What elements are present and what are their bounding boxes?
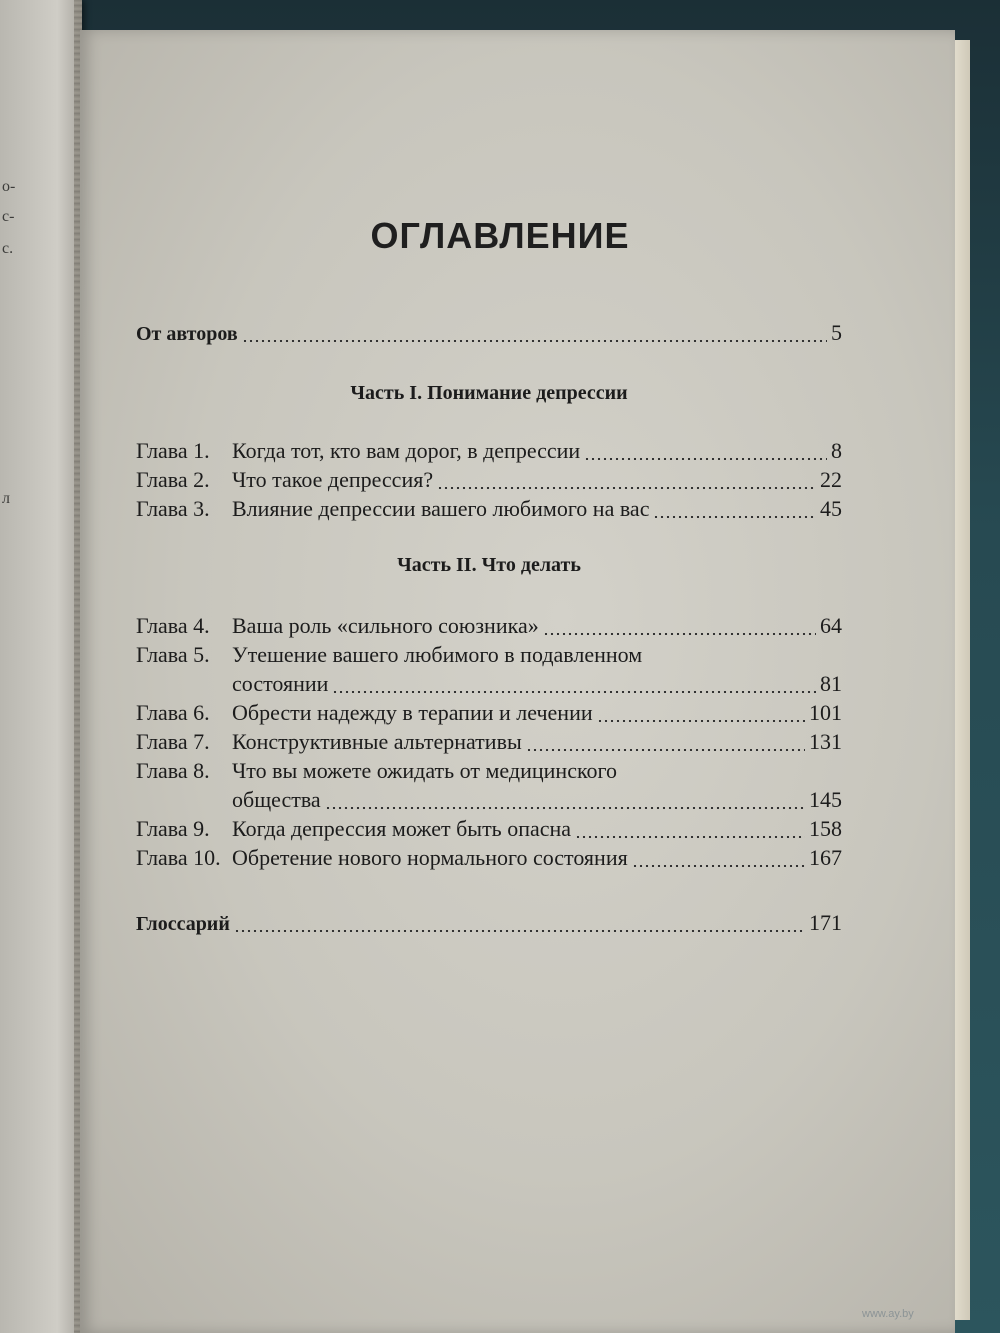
- toc-entry-chapter: [136, 816, 842, 844]
- dot-leader: [332, 691, 816, 693]
- chapter-title: Что вы можете ожидать от медицинского: [232, 758, 617, 783]
- chapter-number: Глава 10.: [136, 845, 221, 870]
- toc-entry-page: 171: [809, 910, 842, 935]
- chapter-number: Глава 4.: [136, 613, 210, 638]
- chapter-title: Влияние депрессии вашего любимого на вас: [232, 496, 650, 521]
- toc-entry-chapter-continued: [136, 787, 842, 815]
- chapter-number: Глава 3.: [136, 496, 210, 521]
- chapter-page: 167: [809, 845, 842, 870]
- chapter-page: 101: [809, 700, 842, 725]
- chapter-title: Ваша роль «сильного союзника»: [232, 613, 539, 638]
- chapter-number: Глава 6.: [136, 700, 210, 725]
- toc-entry-chapter: [136, 758, 842, 786]
- dot-leader: [632, 865, 805, 867]
- chapter-number: Глава 8.: [136, 758, 210, 783]
- chapter-title: Что такое депрессия?: [232, 467, 434, 492]
- dot-leader: [526, 749, 805, 751]
- dot-leader: [575, 836, 805, 838]
- page-title: ОГЛАВЛЕНИЕ: [370, 215, 630, 256]
- toc-entry-chapter: [136, 438, 842, 466]
- toc-entry-chapter: [136, 729, 842, 757]
- part-2-heading: Часть II. Что делать: [397, 554, 581, 576]
- chapter-title-continued: общества: [232, 787, 321, 812]
- chapter-page: 131: [809, 729, 842, 754]
- chapter-page: 8: [831, 438, 842, 463]
- chapter-title-continued: состоянии: [232, 671, 329, 696]
- chapter-page: 22: [820, 467, 842, 492]
- dot-leader: [325, 807, 805, 809]
- chapter-number: Глава 7.: [136, 729, 210, 754]
- part-1-heading: Часть I. Понимание депрессии: [350, 382, 628, 404]
- dot-leader: [234, 930, 805, 932]
- chapter-number: Глава 9.: [136, 816, 210, 841]
- toc-entry-label: От авторов: [136, 323, 238, 345]
- toc-entry-chapter: [136, 467, 842, 495]
- toc-entry-label: Глоссарий: [136, 913, 230, 935]
- dot-leader: [437, 487, 816, 489]
- dot-leader: [543, 633, 816, 635]
- dot-leader: [597, 720, 805, 722]
- toc-entry-chapter: [136, 700, 842, 728]
- dot-leader: [584, 458, 827, 460]
- chapter-title: Обрести надежду в терапии и лечении: [232, 700, 593, 725]
- chapter-page: 81: [820, 671, 842, 696]
- chapter-page: 45: [820, 496, 842, 521]
- toc-entry-chapter: [136, 642, 842, 670]
- toc-entry-page: 5: [831, 320, 842, 345]
- chapter-title: Когда депрессия может быть опасна: [232, 816, 572, 841]
- chapter-page: 145: [809, 787, 842, 812]
- chapter-page: 64: [820, 613, 842, 638]
- chapter-title: Утешение вашего любимого в подавленном: [232, 642, 643, 667]
- left-page-fragment: с.: [2, 240, 14, 257]
- dot-leader: [242, 340, 827, 342]
- toc-entry-front: [136, 320, 842, 348]
- left-page-fragment: с-: [2, 208, 15, 225]
- toc-entry-chapter: [136, 496, 842, 524]
- toc-entry-back: [136, 910, 842, 938]
- chapter-number: Глава 5.: [136, 642, 210, 667]
- chapter-title: Когда тот, кто вам дорог, в депрессии: [232, 438, 581, 463]
- dot-leader: [653, 516, 816, 518]
- watermark: www.ay.by: [862, 1308, 914, 1320]
- left-page-fragment: л: [2, 490, 10, 507]
- toc-entry-chapter: [136, 845, 842, 873]
- chapter-title: Конструктивные альтернативы: [232, 729, 522, 754]
- toc-entry-chapter: [136, 613, 842, 641]
- left-page: [0, 0, 82, 1333]
- chapter-page: 158: [809, 816, 842, 841]
- left-page-fragment: о-: [2, 178, 16, 195]
- toc-entry-chapter-continued: [136, 671, 842, 699]
- chapter-number: Глава 1.: [136, 438, 210, 463]
- chapter-number: Глава 2.: [136, 467, 210, 492]
- chapter-title: Обретение нового нормального состояния: [232, 845, 628, 870]
